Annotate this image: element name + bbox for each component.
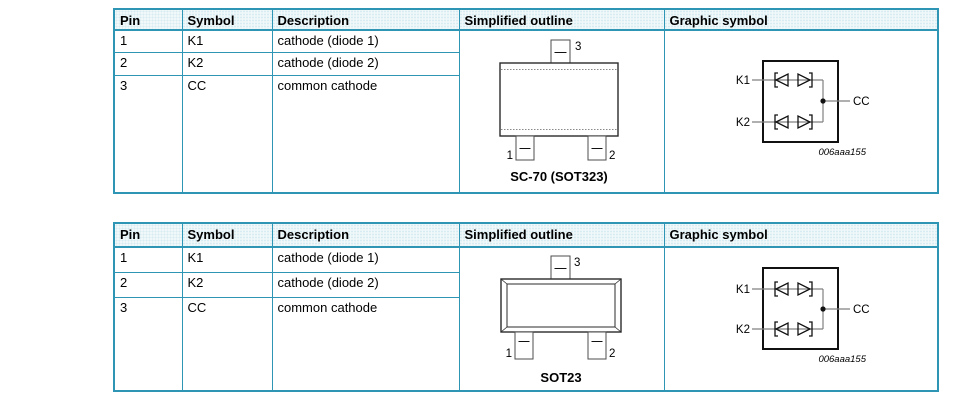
header-row [114,223,938,247]
pin-table [113,8,939,194]
description-cell: cathode (diode 1) [272,247,459,272]
graphic-symbol-cell [664,247,938,391]
k1-terminal-label: K1 [735,284,750,296]
sot23-package-outline-drawing [460,248,663,390]
symbol-cell: K2 [182,53,272,76]
column-header-symbol: Symbol [182,9,272,30]
column-header-description: Description [272,223,459,247]
simplified-outline-cell [459,247,664,391]
pin-cell: 2 [114,53,182,76]
pin-cell: 3 [114,298,182,391]
figure-id-label: 006aaa155 [817,147,866,159]
column-header-pin: Pin [114,9,182,30]
column-header-symbol: Symbol [182,223,272,247]
dual-diode-graphic-symbol [665,248,937,390]
symbol-cell: K1 [182,247,272,272]
description-cell: common cathode [272,298,459,391]
table-row [114,247,938,272]
pin2-number-label: 2 [608,348,615,360]
column-header-outline: Simplified outline [459,9,664,30]
cc-terminal-label: CC [852,304,870,316]
pinning-table-sot23 [113,222,939,392]
description-cell: cathode (diode 2) [272,272,459,297]
symbol-cell: CC [182,75,272,193]
description-cell: common cathode [272,75,459,193]
column-header-graphic: Graphic symbol [664,223,938,247]
k2-terminal-label: K2 [735,117,750,130]
pin3-number-label: 3 [574,41,581,54]
pin-table [113,222,939,392]
pin-cell: 1 [114,247,182,272]
table-row [114,30,938,53]
k2-terminal-label: K2 [735,324,750,336]
description-cell: cathode (diode 2) [272,53,459,76]
header-row [114,9,938,30]
symbol-cell: K2 [182,272,272,297]
pin-cell: 1 [114,30,182,53]
simplified-outline-cell [459,30,664,193]
sot323-package-outline-drawing [460,31,663,192]
graphic-symbol-cell [664,30,938,193]
pin-cell: 2 [114,272,182,297]
k1-terminal-label: K1 [735,75,750,88]
package-caption: SOT23 [539,370,582,385]
pin1-number-label: 1 [505,348,512,360]
column-header-outline: Simplified outline [459,223,664,247]
pin-cell: 3 [114,75,182,193]
pin1-number-label: 1 [506,150,513,163]
column-header-pin: Pin [114,223,182,247]
column-header-description: Description [272,9,459,30]
pinning-table-sot323 [113,8,939,194]
dual-diode-graphic-symbol [665,31,937,192]
symbol-cell: K1 [182,30,272,53]
pin2-number-label: 2 [608,150,615,163]
package-caption: SC-70 (SOT323) [509,169,608,185]
description-cell: cathode (diode 1) [272,30,459,53]
column-header-graphic: Graphic symbol [664,9,938,30]
cc-terminal-label: CC [852,96,870,109]
pin3-number-label: 3 [573,257,580,269]
figure-id-label: 006aaa155 [817,354,866,365]
symbol-cell: CC [182,298,272,391]
